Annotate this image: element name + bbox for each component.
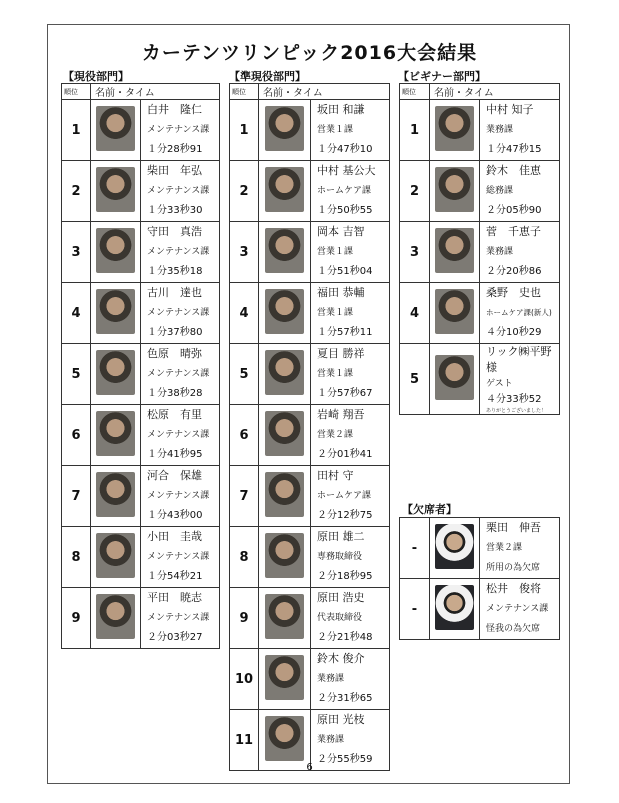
result-row	[230, 161, 390, 222]
race-time: ２分20秒86	[486, 266, 542, 277]
rank-cell: 6	[62, 405, 91, 466]
race-time: １分41秒95	[147, 449, 203, 460]
info-cell	[141, 100, 220, 161]
department-label: ゲスト	[486, 379, 513, 389]
rank-cell: 5	[230, 344, 259, 405]
department-label: 営業１課	[317, 308, 354, 318]
rank-cell: 2	[230, 161, 259, 222]
photo-cell	[259, 527, 311, 588]
results-table-jungenyaku	[229, 83, 390, 771]
participant-name: 古川 達也	[147, 286, 202, 299]
section-label-beginner: 【ビギナー部門】	[398, 70, 486, 83]
participant-name: 中村 基公大	[317, 164, 376, 177]
department-label: メンテナンス課	[486, 604, 549, 614]
portrait-photo	[265, 167, 304, 212]
portrait-photo	[96, 289, 135, 334]
table-header-row	[62, 84, 220, 100]
rank-cell: 8	[230, 527, 259, 588]
portrait-photo	[435, 524, 474, 569]
result-row	[400, 579, 560, 640]
rank-cell: 9	[62, 588, 91, 649]
department-label: 業務課	[317, 674, 345, 684]
rank-header: 順位	[62, 84, 91, 100]
race-time: １分57秒67	[317, 388, 373, 399]
photo-cell	[259, 466, 311, 527]
race-time: １分35秒18	[147, 266, 203, 277]
name-time-header: 名前・タイム	[430, 84, 560, 100]
portrait-photo	[96, 167, 135, 212]
rank-cell: 1	[62, 100, 91, 161]
department-label: 総務課	[486, 186, 514, 196]
portrait-photo	[265, 350, 304, 395]
department-label: 営業１課	[317, 247, 354, 257]
info-cell	[480, 579, 560, 640]
page-number: 6	[306, 762, 313, 773]
absence-reason: 所用の為欠席	[486, 563, 541, 573]
photo-cell	[91, 222, 141, 283]
photo-cell	[259, 405, 311, 466]
race-time: ４分10秒29	[486, 327, 542, 338]
absence-reason: 怪我の為欠席	[486, 624, 541, 634]
race-time: ２分01秒41	[317, 449, 373, 460]
portrait-photo	[96, 228, 135, 273]
race-time: ４分33秒52	[486, 394, 542, 405]
rank-cell: 4	[230, 283, 259, 344]
result-row	[230, 466, 390, 527]
portrait-photo	[265, 472, 304, 517]
department-label: 営業２課	[486, 543, 523, 553]
rank-cell: 1	[400, 100, 430, 161]
info-cell	[480, 222, 560, 283]
thank-you-note: ありがとうございました！	[486, 408, 547, 414]
photo-cell	[91, 161, 141, 222]
portrait-photo	[265, 655, 304, 700]
photo-cell	[430, 579, 480, 640]
photo-cell	[91, 527, 141, 588]
rank-header: 順位	[400, 84, 430, 100]
department-label: ホームケア課(新人)	[486, 308, 552, 317]
rank-cell: 8	[62, 527, 91, 588]
info-cell	[311, 100, 390, 161]
department-label: 営業１課	[317, 125, 354, 135]
result-row	[62, 100, 220, 161]
participant-name: リック㈱平野様	[486, 345, 552, 374]
participant-name: 平田 暁志	[147, 591, 202, 604]
result-row	[230, 100, 390, 161]
rank-cell: 3	[62, 222, 91, 283]
race-time: ２分55秒59	[317, 754, 373, 765]
department-label: 専務取締役	[317, 552, 363, 562]
participant-name: 福田 恭輔	[317, 286, 365, 299]
portrait-photo	[435, 585, 474, 630]
photo-cell	[91, 466, 141, 527]
portrait-photo	[435, 355, 474, 400]
photo-cell	[259, 344, 311, 405]
photo-cell	[91, 344, 141, 405]
department-label: メンテナンス課	[147, 613, 210, 623]
portrait-photo	[96, 411, 135, 456]
info-cell	[141, 161, 220, 222]
participant-name: 原田 浩史	[317, 591, 365, 604]
department-label: メンテナンス課	[147, 125, 210, 135]
portrait-photo	[265, 594, 304, 639]
department-label: 業務課	[317, 735, 345, 745]
info-cell	[141, 527, 220, 588]
photo-cell	[259, 100, 311, 161]
race-time: １分50秒55	[317, 205, 373, 216]
photo-cell	[91, 100, 141, 161]
result-row	[400, 222, 560, 283]
race-time: ２分03秒27	[147, 632, 203, 643]
result-row	[230, 222, 390, 283]
department-label: 営業２課	[317, 430, 354, 440]
participant-name: 鈴木 佳恵	[486, 164, 541, 177]
rank-cell: 7	[62, 466, 91, 527]
photo-cell	[259, 161, 311, 222]
participant-name: 松原 有里	[147, 408, 202, 421]
department-label: メンテナンス課	[147, 308, 210, 318]
portrait-photo	[265, 106, 304, 151]
photo-cell	[430, 283, 480, 344]
info-cell	[141, 283, 220, 344]
absent-table	[399, 517, 560, 640]
portrait-photo	[96, 350, 135, 395]
info-cell	[311, 466, 390, 527]
table-header-row	[230, 84, 390, 100]
participant-name: 菅 千恵子	[486, 225, 541, 238]
race-time: １分33秒30	[147, 205, 203, 216]
participant-name: 松井 俊将	[486, 582, 541, 595]
info-cell	[311, 527, 390, 588]
info-cell	[311, 283, 390, 344]
department-label: 代表取締役	[317, 613, 363, 623]
portrait-photo	[435, 228, 474, 273]
result-row	[62, 405, 220, 466]
info-cell	[311, 222, 390, 283]
result-row	[400, 283, 560, 344]
info-cell	[480, 161, 560, 222]
info-cell	[311, 405, 390, 466]
result-row	[62, 283, 220, 344]
participant-name: 白井 隆仁	[147, 103, 202, 116]
participant-name: 坂田 和謙	[317, 103, 365, 116]
participant-name: 夏目 勝祥	[317, 347, 365, 360]
results-table-beginner	[399, 83, 560, 415]
rank-cell: 5	[62, 344, 91, 405]
race-time: １分43秒00	[147, 510, 203, 521]
rank-cell: -	[400, 579, 430, 640]
race-time: ２分05秒90	[486, 205, 542, 216]
department-label: ホームケア課	[317, 186, 372, 196]
department-label: メンテナンス課	[147, 369, 210, 379]
portrait-photo	[435, 289, 474, 334]
info-cell	[480, 100, 560, 161]
department-label: メンテナンス課	[147, 491, 210, 501]
photo-cell	[430, 344, 480, 415]
photo-cell	[430, 100, 480, 161]
photo-cell	[91, 588, 141, 649]
participant-name: 小田 圭哉	[147, 530, 202, 543]
photo-cell	[259, 588, 311, 649]
photo-cell	[430, 222, 480, 283]
photo-cell	[430, 161, 480, 222]
department-label: メンテナンス課	[147, 552, 210, 562]
rank-cell: 11	[230, 710, 259, 771]
info-cell	[311, 649, 390, 710]
result-row	[230, 344, 390, 405]
rank-cell: 4	[400, 283, 430, 344]
result-row	[230, 588, 390, 649]
participant-name: 鈴木 俊介	[317, 652, 365, 665]
name-time-header: 名前・タイム	[91, 84, 220, 100]
result-row	[400, 518, 560, 579]
info-cell	[311, 588, 390, 649]
portrait-photo	[96, 106, 135, 151]
result-row	[62, 222, 220, 283]
rank-cell: 1	[230, 100, 259, 161]
race-time: １分47秒10	[317, 144, 373, 155]
rank-cell: 3	[230, 222, 259, 283]
portrait-photo	[435, 167, 474, 212]
participant-name: 原田 雄二	[317, 530, 365, 543]
participant-name: 田村 守	[317, 469, 354, 482]
department-label: メンテナンス課	[147, 430, 210, 440]
rank-header: 順位	[230, 84, 259, 100]
photo-cell	[91, 283, 141, 344]
department-label: 業務課	[486, 125, 514, 135]
department-label: メンテナンス課	[147, 186, 210, 196]
result-row	[230, 527, 390, 588]
result-row	[400, 161, 560, 222]
rank-cell: -	[400, 518, 430, 579]
portrait-photo	[96, 472, 135, 517]
race-time: ２分12秒75	[317, 510, 373, 521]
portrait-photo	[265, 411, 304, 456]
result-row	[230, 283, 390, 344]
rank-cell: 7	[230, 466, 259, 527]
portrait-photo	[265, 533, 304, 578]
photo-cell	[259, 283, 311, 344]
portrait-photo	[265, 716, 304, 761]
result-row	[230, 649, 390, 710]
rank-cell: 10	[230, 649, 259, 710]
rank-cell: 3	[400, 222, 430, 283]
participant-name: 河合 保雄	[147, 469, 202, 482]
photo-cell	[259, 222, 311, 283]
info-cell	[480, 518, 560, 579]
participant-name: 栗田 伸吾	[486, 521, 541, 534]
rank-cell: 4	[62, 283, 91, 344]
results-table-genyaku	[61, 83, 220, 649]
info-cell	[141, 344, 220, 405]
department-label: ホームケア課	[317, 491, 372, 501]
rank-cell: 2	[400, 161, 430, 222]
portrait-photo	[96, 594, 135, 639]
participant-name: 岩崎 翔吾	[317, 408, 365, 421]
race-time: ２分21秒48	[317, 632, 373, 643]
portrait-photo	[265, 228, 304, 273]
rank-cell: 5	[400, 344, 430, 415]
portrait-photo	[265, 289, 304, 334]
info-cell	[311, 344, 390, 405]
result-row	[62, 344, 220, 405]
result-row	[62, 527, 220, 588]
info-cell	[141, 466, 220, 527]
table-header-row	[400, 84, 560, 100]
participant-name: 原田 光枝	[317, 713, 365, 726]
participant-name: 中村 知子	[486, 103, 534, 116]
participant-name: 柴田 年弘	[147, 164, 202, 177]
info-cell	[141, 588, 220, 649]
portrait-photo	[435, 106, 474, 151]
department-label: メンテナンス課	[147, 247, 210, 257]
race-time: ２分18秒95	[317, 571, 373, 582]
page-title: カーテンツリンピック2016大会結果	[141, 42, 478, 64]
rank-cell: 9	[230, 588, 259, 649]
result-row	[62, 161, 220, 222]
name-time-header: 名前・タイム	[259, 84, 390, 100]
info-cell	[311, 161, 390, 222]
portrait-photo	[96, 533, 135, 578]
department-label: 業務課	[486, 247, 514, 257]
race-time: １分57秒11	[317, 327, 373, 338]
participant-name: 桑野 史也	[486, 286, 541, 299]
participant-name: 色原 晴弥	[147, 347, 202, 360]
result-row	[400, 344, 560, 415]
section-label-jungenyaku: 【準現役部門】	[229, 70, 306, 83]
race-time: １分38秒28	[147, 388, 203, 399]
rank-cell: 6	[230, 405, 259, 466]
result-row	[400, 100, 560, 161]
info-cell	[480, 344, 560, 415]
race-time: １分37秒80	[147, 327, 203, 338]
info-cell	[141, 222, 220, 283]
department-label: 営業１課	[317, 369, 354, 379]
race-time: ２分31秒65	[317, 693, 373, 704]
info-cell	[141, 405, 220, 466]
result-row	[62, 466, 220, 527]
info-cell	[480, 283, 560, 344]
photo-cell	[430, 518, 480, 579]
photo-cell	[91, 405, 141, 466]
result-row	[62, 588, 220, 649]
participant-name: 岡本 吉智	[317, 225, 365, 238]
photo-cell	[259, 649, 311, 710]
race-time: １分51秒04	[317, 266, 373, 277]
race-time: １分47秒15	[486, 144, 542, 155]
participant-name: 守田 真浩	[147, 225, 202, 238]
rank-cell: 2	[62, 161, 91, 222]
race-time: １分28秒91	[147, 144, 203, 155]
section-label-genyaku: 【現役部門】	[63, 70, 129, 83]
result-row	[230, 405, 390, 466]
race-time: １分54秒21	[147, 571, 203, 582]
section-label-absent: 【欠席者】	[402, 503, 457, 516]
